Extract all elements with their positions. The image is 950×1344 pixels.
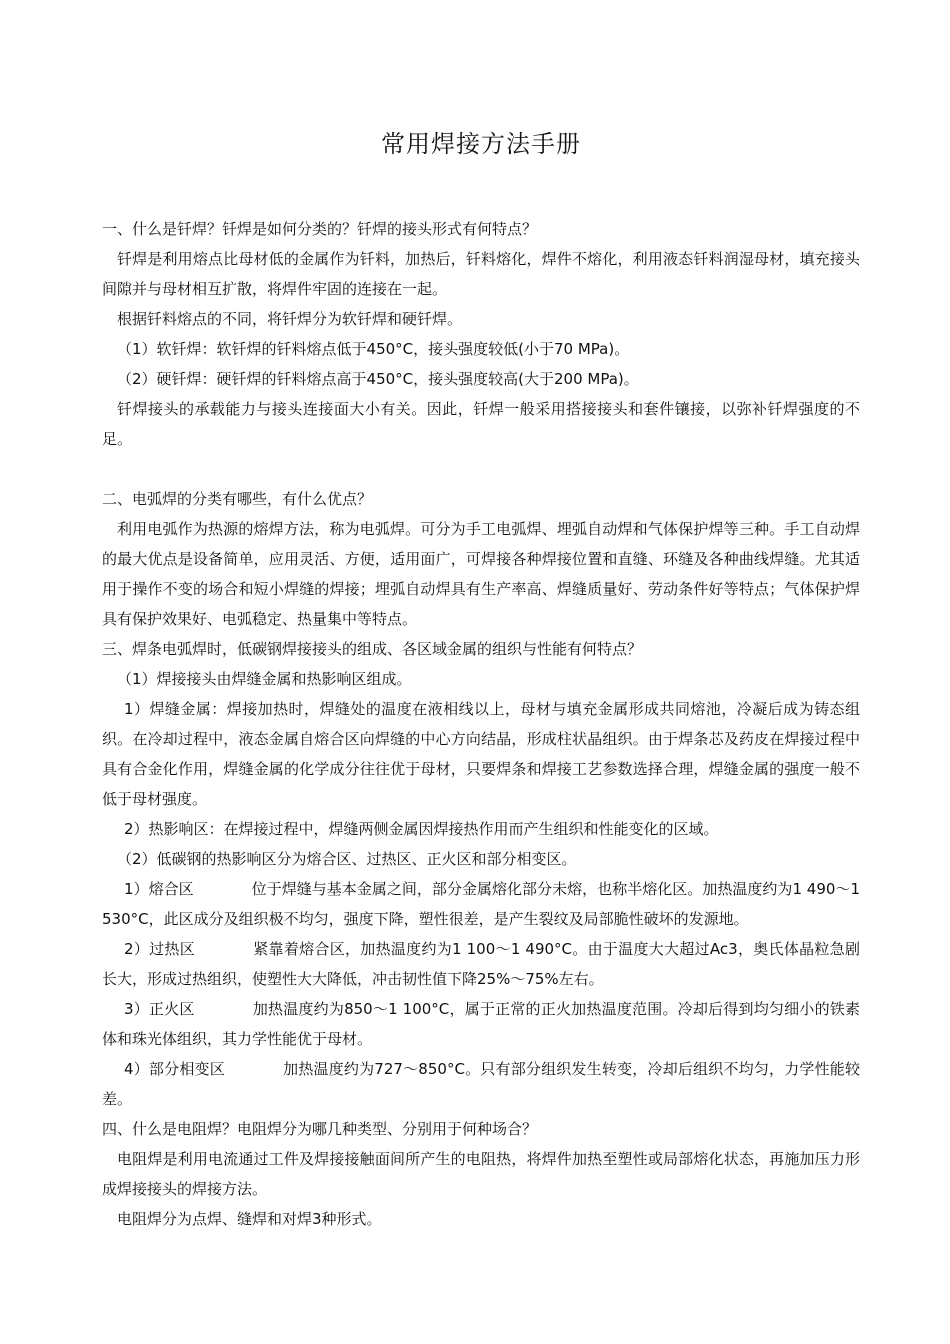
zone-label: 1）熔合区	[124, 880, 194, 898]
page-title: 常用焊接方法手册	[381, 130, 581, 158]
section-4-heading: 四、什么是电阻焊？电阻焊分为哪几种类型、分别用于何种场合？	[102, 1120, 538, 1138]
zone-item	[102, 1054, 860, 1114]
zone-item	[102, 994, 860, 1054]
zone-item	[102, 874, 860, 934]
zone-label: 2）过热区	[124, 940, 195, 958]
paragraph: 利用电弧作为热源的熔焊方法，称为电弧焊。可分为手工电弧焊、埋弧自动焊和气体保护焊等三种。手工自动焊的最大优点是设备简单，应用灵活、方便，适用面广，可焊接各种焊接位置和直缝、环缝及各种曲线焊缝。尤其适用于操作不变的场合和短小焊缝的焊接；埋弧自动焊具有生产率高、焊缝质量好、劳动条件好等特点；气体保护焊具有保护效果好、电弧稳定、热量集中等特点。	[102, 520, 860, 628]
blank-line	[102, 454, 860, 484]
list-item: （1）焊接接头由焊缝金属和热影响区组成。	[117, 670, 412, 688]
list-item: （2）低碳钢的热影响区分为熔合区、过热区、正火区和部分相变区。	[117, 850, 577, 868]
zone-label: 3）正火区	[124, 1000, 195, 1018]
sub-item: 1）焊缝金属：焊接加热时，焊缝处的温度在液相线以上，母材与填充金属形成共同熔池，冷凝后成为铸态组织。在冷却过程中，液态金属自熔合区向焊缝的中心方向结晶，形成柱状晶组织。由于焊条芯及药皮在焊接过程中具有合金化作用，焊缝金属的化学成分往往优于母材，只要焊条和焊接工艺参数选择合理，焊缝金属的强度一般不低于母材强度。	[102, 700, 860, 808]
document-body	[102, 214, 860, 1234]
zone-text: 位于焊缝与基本金属之间，部分金属熔化部分未熔，也称半熔化区。加热温度约为1 490～1 530°C，此区成分及组织极不均匀，强度下降，塑性很差，是产生裂纹及局部脆性破坏的发源地。	[102, 880, 860, 928]
paragraph: 电阻焊是利用电流通过工件及焊接接触面间所产生的电阻热，将焊件加热至塑性或局部熔化状态，再施加压力形成焊接接头的焊接方法。	[102, 1150, 860, 1198]
zone-text: 加热温度约为850～1 100°C，属于正常的正火加热温度范围。冷却后得到均匀细小的铁素体和珠光体组织，其力学性能优于母材。	[102, 1000, 860, 1048]
section-2-heading: 二、电弧焊的分类有哪些，有什么优点？	[102, 490, 373, 508]
sub-item: 2）热影响区：在焊接过程中，焊缝两侧金属因焊接热作用而产生组织和性能变化的区域。	[124, 820, 719, 838]
zone-item	[102, 934, 860, 994]
paragraph: 电阻焊分为点焊、缝焊和对焊3种形式。	[117, 1210, 382, 1228]
zone-label: 4）部分相变区	[124, 1060, 225, 1078]
paragraph: 钎焊是利用熔点比母材低的金属作为钎料，加热后，钎料熔化，焊件不熔化，利用液态钎料润湿母材，填充接头间隙并与母材相互扩散，将焊件牢固的连接在一起。	[102, 250, 860, 298]
section-3-heading: 三、焊条电弧焊时，低碳钢焊接接头的组成、各区域金属的组织与性能有何特点？	[102, 640, 643, 658]
zone-text: 紧靠着熔合区，加热温度约为1 100～1 490°C。由于温度大大超过Ac3，奥氏体晶粒急剧长大，形成过热组织，使塑性大大降低，冲击韧性值下降25%～75%左右。	[102, 940, 860, 988]
list-item: （2）硬钎焊：硬钎焊的钎料熔点高于450°C，接头强度较高(大于200 MPa)。	[117, 370, 639, 388]
zone-text: 加热温度约为727～850°C。只有部分组织发生转变，冷却后组织不均匀，力学性能较差。	[102, 1060, 860, 1108]
paragraph: 根据钎料熔点的不同，将钎焊分为软钎焊和硬钎焊。	[117, 310, 463, 328]
list-item: （1）软钎焊：软钎焊的钎料熔点低于450°C，接头强度较低(小于70 MPa)。	[117, 340, 630, 358]
section-1-heading: 一、什么是钎焊？钎焊是如何分类的？钎焊的接头形式有何特点？	[102, 220, 538, 238]
paragraph: 钎焊接头的承载能力与接头连接面大小有关。因此，钎焊一般采用搭接接头和套件镶接，以弥补钎焊强度的不足。	[102, 400, 860, 448]
